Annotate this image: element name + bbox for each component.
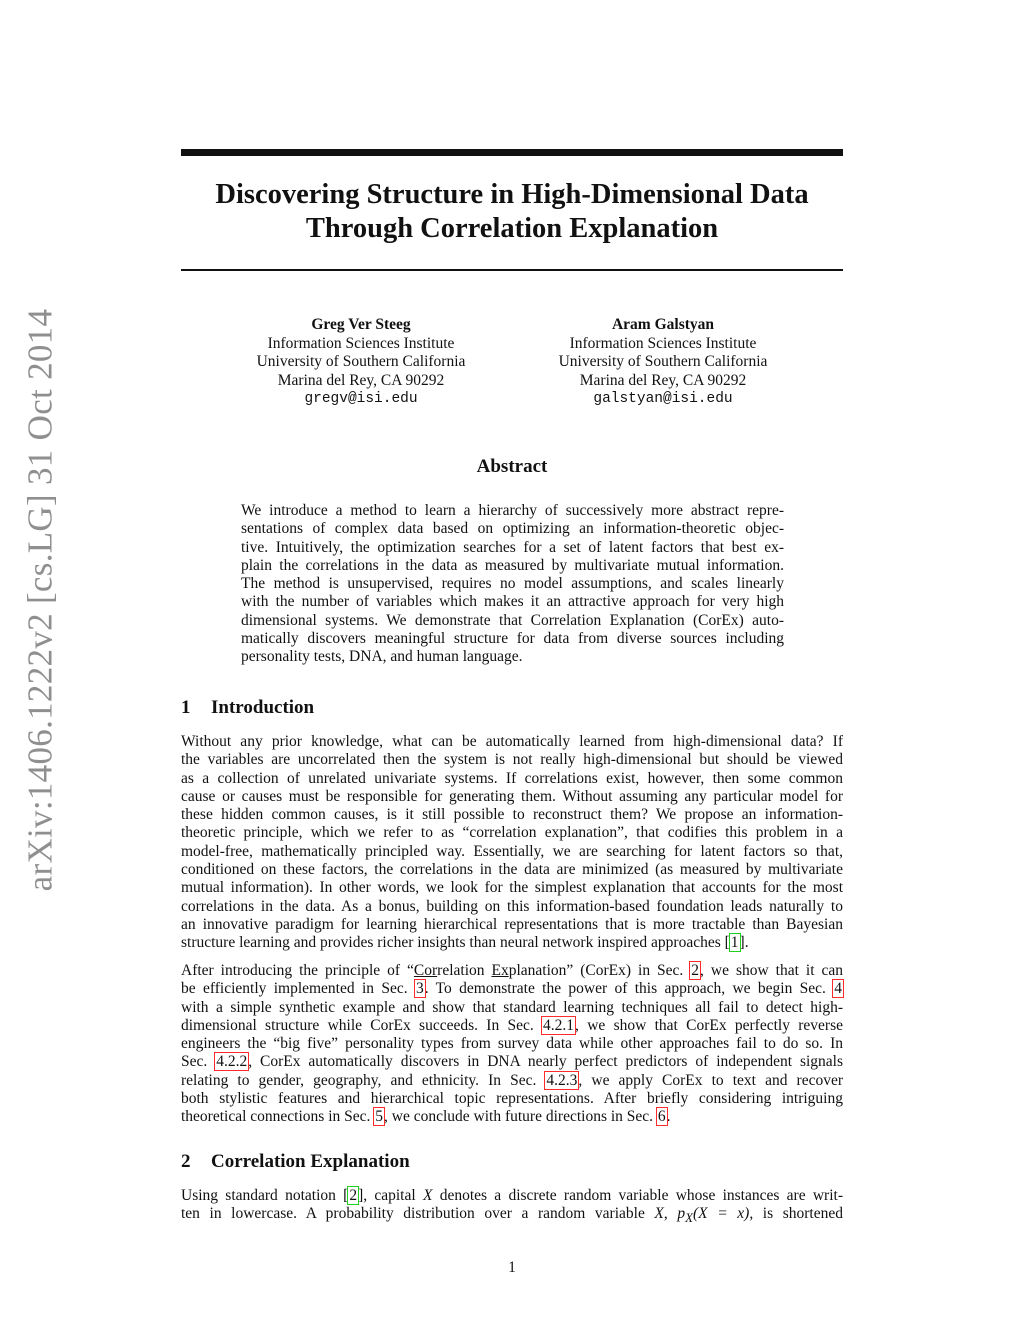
abstract-line: We introduce a method to learn a hierarchy of successively more abstract repre-	[241, 502, 784, 519]
intro-paragraph-2	[181, 962, 843, 1127]
text-line: an innovative paradigm for learning hierarchical representations that is more tractable than Bayesian	[181, 915, 843, 933]
text-line: theoretical connections in Sec. 5, we conclude with future directions in Sec. 6.	[181, 1108, 671, 1126]
citation-link[interactable]: 2	[349, 1187, 358, 1204]
section-ref-link[interactable]: 4	[834, 980, 842, 998]
text-line: Using standard notation [2], capital X denotes a discrete random variable whose instances are writ-	[181, 1187, 843, 1204]
text-line: these hidden common causes, is it still possible to reconstruct them? We propose an information-	[181, 806, 843, 824]
author-email[interactable]: galstyan@isi.edu	[593, 391, 733, 407]
abstract-body	[241, 502, 784, 667]
arxiv-identifier: arXiv:1406.1222v2 [cs.LG] 31 Oct 2014	[20, 308, 60, 892]
text-line: relating to gender, geography, and ethnicity. In Sec. 4.2.3, we apply CorEx to text and recover	[181, 1071, 843, 1089]
section-ref-link[interactable]: 2	[691, 962, 700, 979]
abstract-line: sentations of complex data based on optimizing an information-theoretic objec-	[241, 520, 784, 538]
section2-paragraph	[181, 1187, 843, 1228]
author-affiliation: Information Sciences Institute	[267, 334, 455, 352]
abstract-line: matically discovers meaningful structure for data from diverse sources including	[241, 630, 784, 648]
text-line: be efficiently implemented in Sec. 3. To demonstrate the power of this approach, we begin Sec. 4	[181, 980, 842, 998]
text-line: cause or causes must be responsible for generating them. Without assuming any particular model for	[181, 787, 843, 805]
section-ref-link[interactable]: 4.2.1	[543, 1016, 575, 1034]
abstract-line: with the number of variables which makes it an attractive approach for very high	[241, 593, 784, 611]
abstract-line: dimensional systems. We demonstrate that Correlation Explanation (CorEx) auto-	[241, 611, 784, 629]
arxiv-side-stamp	[15, 240, 65, 960]
title-line-1: Discovering Structure in High-Dimensional Data	[215, 179, 809, 210]
title-line-2: Through Correlation Explanation	[305, 213, 719, 244]
text-line: correlations in the data. As a bonus, building on this information-based foundation leads naturally to	[181, 897, 843, 915]
text-line: both stylistic features and hierarchical topic representations. After briefly considering intriguing	[181, 1090, 843, 1108]
text-line: dimensional structure while CorEx succeeds. In Sec. 4.2.1, we show that CorEx perfectly reverse	[181, 1016, 843, 1034]
section-ref-link[interactable]: 6	[657, 1108, 666, 1126]
abstract-line: tive. Intuitively, the optimization searches for a set of latent factors that best ex-	[241, 538, 784, 556]
title-top-rule	[181, 149, 843, 156]
author-name: Greg Ver Steeg	[311, 316, 411, 333]
section-ref-link[interactable]: 5	[375, 1108, 384, 1126]
text-line: engineers the “big five” personality types from survey data while other approaches fail to do so. In	[181, 1035, 843, 1053]
section-heading-introduction	[181, 697, 314, 719]
section-heading-correlation-explanation	[181, 1151, 410, 1173]
intro-paragraph-1	[181, 733, 843, 953]
section-ref-link[interactable]: 4.2.3	[546, 1071, 578, 1089]
text-line: theoretic principle, which we refer to as “correlation explanation”, that codifies this problem in a	[181, 824, 843, 842]
section-title: Correlation Explanation	[211, 1151, 410, 1172]
text-line: model-free, mathematically principled way. Essentially, we are searching for latent factors so that,	[181, 842, 843, 860]
text-line: mutual information). In other words, we look for the simplest explanation that accounts for the most	[181, 879, 843, 897]
author-email[interactable]: gregv@isi.edu	[304, 391, 418, 407]
text-line: After introducing the principle of “Correlation Explanation” (CorEx) in Sec. 2, we show that it can	[181, 962, 843, 979]
author-address: Marina del Rey, CA 90292	[579, 371, 747, 389]
citation-link[interactable]: 1	[730, 934, 739, 952]
section-ref-link[interactable]: 3	[415, 980, 424, 998]
section-ref-link[interactable]: 4.2.2	[216, 1053, 248, 1071]
text-line: with a simple synthetic example and show that standard learning techniques all fail to detect high-	[181, 998, 843, 1016]
text-line: as a collection of unrelated univariate systems. If correlations exist, however, then some common	[181, 769, 843, 787]
text-line: conditioned on these factors, the correlations in the data are minimized (as measured by multivariate	[181, 861, 843, 879]
math-variable: X	[422, 1187, 433, 1204]
author-university: University of Southern California	[256, 353, 466, 370]
abstract-line: The method is unsupervised, requires no model assumptions, and scales linearly	[241, 575, 784, 593]
author-name: Aram Galstyan	[611, 316, 715, 333]
abstract-line: personality tests, DNA, and human language.	[241, 648, 523, 666]
author-block-1	[211, 316, 511, 409]
page-number: 1	[508, 1259, 516, 1276]
abstract-heading: Abstract	[476, 456, 548, 477]
text-line: Sec. 4.2.2, CorEx automatically discovers in DNA nearly perfect predictors of independent signals	[181, 1053, 843, 1071]
text-line: Without any prior knowledge, what can be automatically learned from high-dimensional data? If	[181, 733, 843, 750]
math-expression: $p_X(X = x)$	[677, 1205, 750, 1226]
title-bottom-rule	[181, 269, 843, 271]
section-title: Introduction	[211, 697, 315, 718]
section-number: 2	[181, 1151, 191, 1172]
section-number: 1	[181, 697, 191, 718]
text-line: ten in lowercase. A probability distribution over a random variable X, $p_X(X = x)$, is shortened	[181, 1205, 843, 1226]
author-university: University of Southern California	[558, 353, 768, 370]
paper-title	[181, 178, 843, 246]
author-address: Marina del Rey, CA 90292	[277, 371, 445, 389]
text-line: the variables are uncorrelated then the system is not really high-dimensional but should be viewed	[181, 751, 843, 769]
abstract-line: plain the correlations in the data as measured by multivariate mutual information.	[241, 556, 784, 574]
author-affiliation: Information Sciences Institute	[569, 334, 757, 352]
text-line: structure learning and provides richer insights than neural network inspired approaches [1].	[181, 934, 749, 952]
author-block-2	[513, 316, 813, 409]
math-variable: X	[654, 1205, 664, 1223]
